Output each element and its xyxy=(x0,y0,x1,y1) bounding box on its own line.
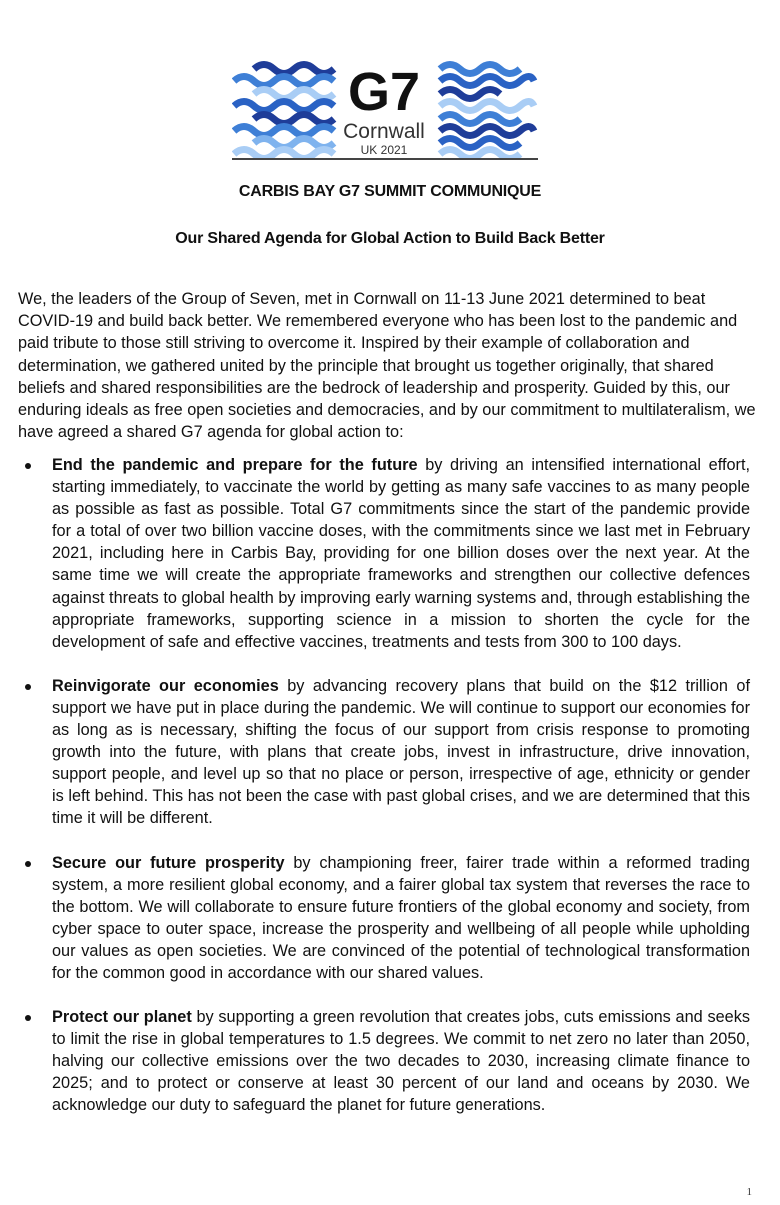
wave-logo-icon xyxy=(232,55,538,160)
intro-paragraph: We, the leaders of the Group of Seven, met in Cornwall on 11-13 June 2021 determined to beat COVID-19 and build back better. We remembered everyone who has been lost to the pandemic and paid tribute to those still striving to overcome it. Inspired by their example of collaboration and determination, we gathered united by the principle that brought us together originally, that shared beliefs and shared responsibilities are the bedrock of leadership and prosperity. Guided by this, our enduring ideals as free open societies and democracies, and by our commitment to multilateralism, we have agreed a shared G7 agenda for global action to: xyxy=(18,290,756,441)
bullet-icon xyxy=(25,463,31,469)
agenda-item-lead: Protect our planet xyxy=(52,1008,192,1027)
svg-text:G7: G7 xyxy=(347,62,421,122)
agenda-item-economies xyxy=(0,675,750,830)
agenda-list xyxy=(0,454,780,1117)
bullet-icon xyxy=(25,684,31,690)
g7-cornwall-logo xyxy=(232,55,538,160)
page-number: 1 xyxy=(746,1186,752,1198)
agenda-item-lead: Reinvigorate our economies xyxy=(52,676,279,695)
agenda-item-lead: End the pandemic and prepare for the future xyxy=(52,456,418,474)
svg-text:Cornwall: Cornwall xyxy=(343,120,425,143)
agenda-item-prosperity xyxy=(0,852,750,985)
agenda-item-lead: Secure our future prosperity xyxy=(52,853,285,872)
bullet-icon xyxy=(25,1015,31,1021)
agenda-item-text: by driving an intensified international effort, starting immediately, to vaccinate the world by getting as many safe vaccines to as many people as possible as fast as possible. Total G7 commitments since the start of the pandemic provide for a total of over two billion vaccine doses, with the commitments since we last met in February 2021, including here in Carbis Bay, providing for one billion doses over the next year. At the same time we will create the appropriate frameworks and strengthen our collective defences against threats to global health by improving early warning systems and, through establishing the appropriate frameworks, supporting science in a mission to shorten the cycle for the development of safe and effective vaccines, treatments and tests from 300 to 100 days. xyxy=(52,456,750,651)
agenda-item-planet xyxy=(0,1006,750,1116)
svg-text:UK 2021: UK 2021 xyxy=(360,143,408,157)
agenda-item-text: by advancing recovery plans that build on the $12 trillion of support we have put in place during the pandemic. We will continue to support our economies for as long as is necessary, shifting the focus of our support from crisis response to promoting growth into the future, with plans that create jobs, invest in infrastructure, drive innovation, support people, and level up so that no place or person, irrespective of age, ethnicity or gender is left behind. This has not been the case with past global crises, and we are determined that this time it will be different. xyxy=(52,676,750,828)
agenda-item-text: by supporting a green revolution that creates jobs, cuts emissions and seeks to limit the rise in global temperatures to 1.5 degrees. We commit to net zero no later than 2050, halving our collective emissions over the two decades to 2030, increasing climate finance to 2025; and to protect or conserve at least 30 percent of our land and oceans by 2030. We acknowledge our duty to safeguard the planet for future generations. xyxy=(52,1008,750,1115)
document-title: CARBIS BAY G7 SUMMIT COMMUNIQUE xyxy=(238,183,542,200)
agenda-item-pandemic xyxy=(0,454,750,653)
document-subtitle: Our Shared Agenda for Global Action to Build Back Better xyxy=(175,230,605,247)
logo-divider xyxy=(232,158,538,160)
agenda-item-text: by championing freer, fairer trade within a reformed trading system, a more resilient global economy, and a fairer global tax system that reverses the race to the bottom. We will collaborate to ensure future frontiers of the global economy and society, from cyber space to outer space, increase the prosperity and wellbeing of all people while upholding our values as open societies. We are convinced of the potential of technological transformation for the common good in accordance with our shared values. xyxy=(52,853,750,982)
bullet-icon xyxy=(25,861,31,867)
